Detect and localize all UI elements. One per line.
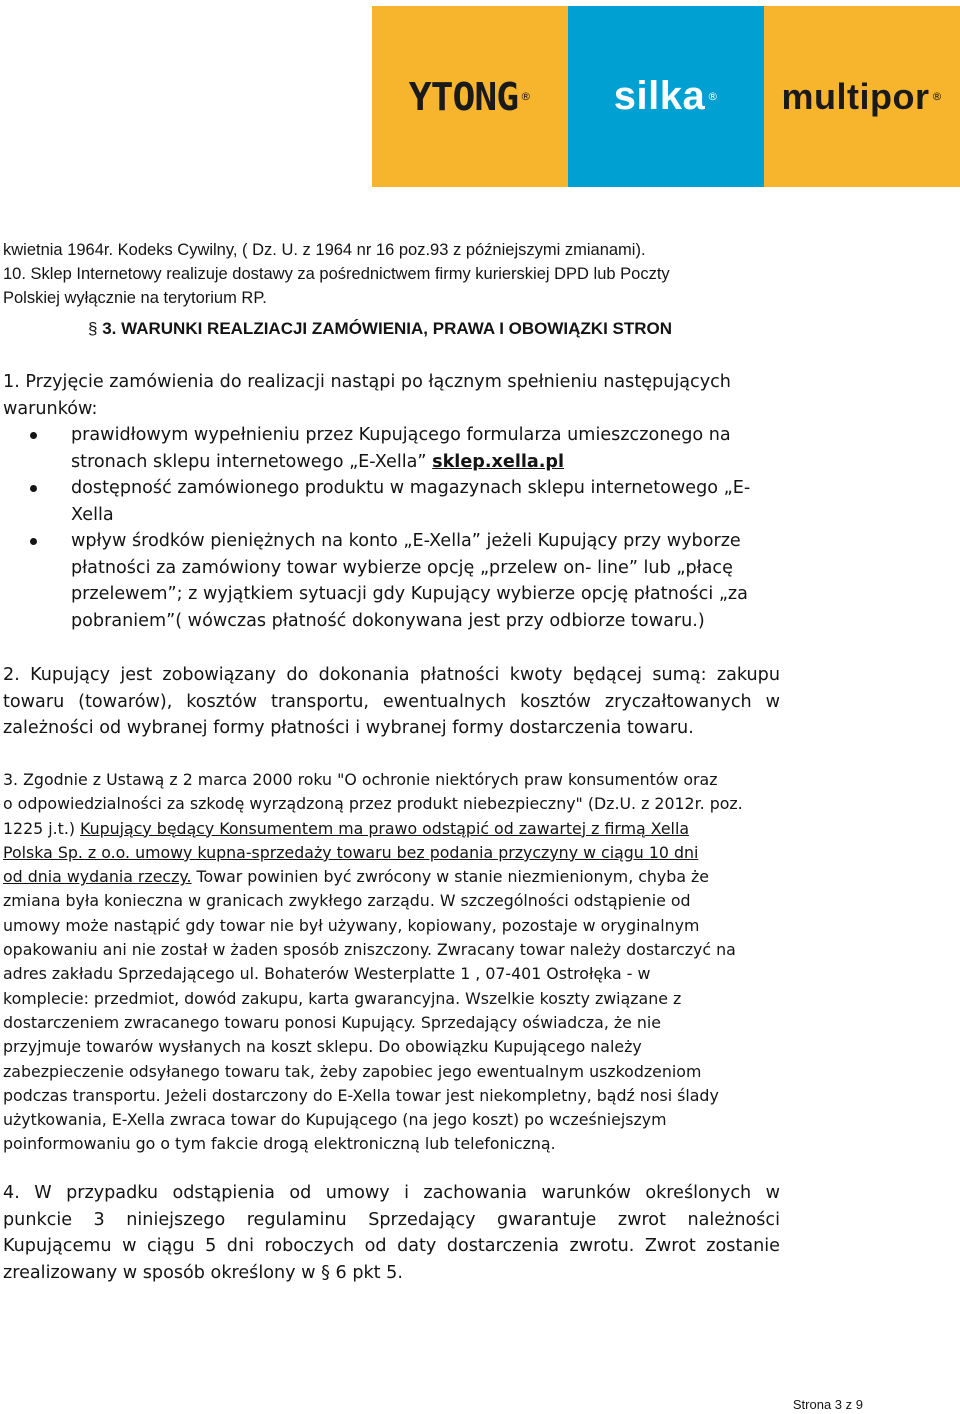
list-item: [3, 475, 803, 528]
paragraph-3-line: [3, 817, 743, 841]
paragraph-1-line-1: 1. Przyjęcie zamówienia do realizacji nastąpi po łącznym spełnieniu następujących: [3, 372, 731, 392]
registered-mark: ®: [931, 90, 943, 103]
paragraph-3-text: Towar powinien być zwrócony w stanie niezmienionym, chyba że: [191, 867, 710, 887]
page-number: Strona 3 z 9: [792, 1397, 863, 1412]
list-item-line: pobraniem”( wówczas płatność dokonywana jest przy odbiorze towaru.): [71, 610, 705, 631]
paragraph-3-line: poinformowaniu go o tym fakcie drogą elektroniczną lub telefoniczną.: [3, 1134, 556, 1154]
intro-line-1: kwietnia 1964r. Kodeks Cywilny, ( Dz. U. z 1964 nr 16 poz.93 z późniejszymi zmianami).: [3, 241, 646, 259]
paragraph-3-text: 1225 j.t.): [3, 818, 81, 838]
silka-wordmark: silka: [613, 74, 706, 118]
ytong-wordmark: YTONG: [408, 74, 519, 119]
paragraph-2-line: 2. Kupujący jest zobowiązany do dokonania płatności kwoty będącej sumą: zakupu: [3, 665, 780, 685]
consumer-right-text: od dnia wydania rzeczy.: [3, 867, 192, 887]
list-item-line: dostępność zamówionego produktu w magazynach sklepu internetowego „E-: [71, 478, 751, 498]
paragraph-3-line: przyjmuje towarów wysłanych na koszt sklepu. Do obowiązku Kupującego należy: [3, 1037, 642, 1057]
intro-line-2: 10. Sklep Internetowy realizuje dostawy za pośrednictwem firmy kurierskiej DPD lub Poczty: [3, 265, 670, 283]
list-item-line: przelewem”; z wyjątkiem sytuacji gdy Kupujący wybierze opcję płatności „za: [71, 584, 748, 604]
paragraph-4-line: zrealizowany w sposób określony w § 6 pkt 5.: [3, 1262, 403, 1283]
section-heading: [88, 319, 672, 339]
shop-link[interactable]: sklep.xella.pl: [432, 451, 565, 472]
list-item-text: stronach sklepu internetowego „E-Xella”: [71, 451, 433, 472]
list-item-line: wpływ środków pieniężnych na konto „E-Xella” jeżeli Kupujący przy wyborze: [71, 531, 741, 551]
registered-mark: ®: [707, 90, 719, 103]
list-item-line: Xella: [71, 504, 114, 525]
paragraph-3-line: dostarczeniem zwracanego towaru ponosi Kupujący. Sprzedający oświadcza, że nie: [3, 1012, 662, 1032]
intro-line-3: Polskiej wyłącznie na terytorium RP.: [3, 289, 267, 307]
paragraph-3-line: 3. Zgodnie z Ustawą z 2 marca 2000 roku "O ochronie niektórych praw konsumentów oraz: [3, 770, 718, 789]
list-item-line: płatności za zamówiony towar wybierze opcję „przelew on- line” lub „płacę: [71, 557, 733, 578]
ytong-logo: [372, 6, 568, 187]
paragraph-4-line: Kupującemu w ciągu 5 dni roboczych od daty dostarczenia zwrotu. Zwrot zostanie: [3, 1236, 780, 1256]
paragraph-3-line: [3, 865, 743, 889]
conditions-list: [3, 422, 803, 634]
paragraph-3-line: o odpowiedzialności za szkodę wyrządzoną przez produkt niebezpieczny" (Dz.U. z 2012r. poz.: [3, 794, 743, 814]
list-item-line: [71, 449, 803, 476]
paragraph-3-line: umowy może nastąpić gdy towar nie był używany, kopiowany, pozostaje w oryginalnym: [3, 915, 700, 935]
paragraph-3-line: podczas transportu. Jeżeli dostarczony do E-Xella towar jest niekompletny, bądź nosi ślady: [3, 1085, 719, 1105]
list-item: [3, 528, 803, 634]
paragraph-3-line: komplecie: przedmiot, dowód zakupu, karta gwarancyjna. Wszelkie koszty związane z: [3, 988, 682, 1008]
paragraph-1-line-2: warunków:: [3, 399, 98, 419]
paragraph-3-line: zabezpieczenie odsyłanego towaru tak, żeby zapobiec jego ewentualnym uszkodzeniom: [3, 1061, 702, 1081]
paragraph-3-line: zmiana była konieczna w granicach zwykłego zarządu. W szczególności odstąpienie od: [3, 891, 691, 911]
bullet-icon: [30, 485, 37, 492]
consumer-right-text: Kupujący będący Konsumentem ma prawo odstąpić od zawartej z firmą Xella: [80, 818, 690, 838]
list-item-line: prawidłowym wypełnieniu przez Kupującego formularza umieszczonego na: [71, 425, 731, 445]
multipor-wordmark: multipor: [781, 75, 930, 117]
registered-mark: ®: [520, 90, 532, 103]
paragraph-2-line: towaru (towarów), kosztów transportu, ewentualnych kosztów zryczałtowanych w: [3, 691, 780, 712]
list-item: [3, 422, 803, 475]
silka-logo: [568, 6, 764, 187]
bullet-icon: [30, 538, 37, 545]
paragraph-3-line: użytkowania, E-Xella zwraca towar do Kupującego (na jego koszt) po wcześniejszym: [3, 1110, 667, 1130]
paragraph-2: [3, 662, 780, 742]
paragraph-4-line: punkcie 3 niniejszego regulaminu Sprzedający gwarantuje zwrot należności: [3, 1209, 780, 1230]
paragraph-3-line: adres zakładu Sprzedającego ul. Bohaterów Westerplatte 1 , 07-401 Ostrołęka - w: [3, 964, 651, 984]
brand-logo-bar: [372, 6, 960, 187]
section-title: 3. WARUNKI REALZIACJI ZAMÓWIENIA, PRAWA I OBOWIĄZKI STRON: [102, 319, 673, 338]
paragraph-4-line: 4. W przypadku odstąpienia od umowy i zachowania warunków określonych w: [3, 1183, 780, 1203]
paragraph-symbol: §: [88, 319, 98, 338]
multipor-logo: [764, 6, 960, 187]
bullet-icon: [30, 432, 37, 439]
consumer-right-text: Polska Sp. z o.o. umowy kupna-sprzedaży towaru bez podania przyczyny w ciągu 10 dni: [3, 842, 699, 862]
paragraph-2-line: zależności od wybranej formy płatności i wybranej formy dostarczenia towaru.: [3, 718, 694, 738]
paragraph-3: [3, 768, 743, 1157]
paragraph-4: [3, 1180, 780, 1286]
paragraph-3-line: opakowaniu ani nie został w żaden sposób zniszczony. Zwracany towar należy dostarczyć na: [3, 940, 736, 960]
